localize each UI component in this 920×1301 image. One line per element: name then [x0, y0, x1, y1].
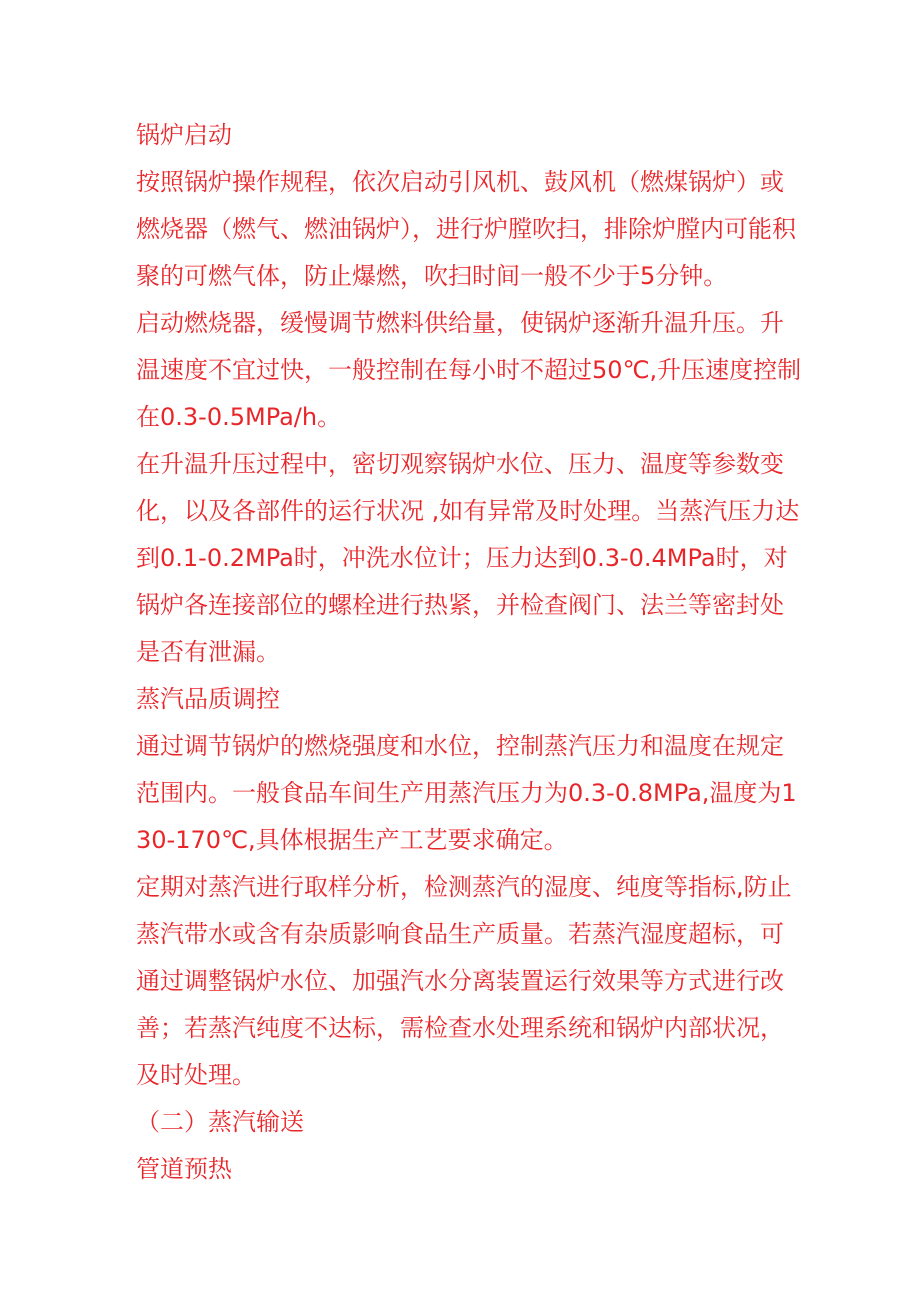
heading-boiler-start: 锅炉启动	[136, 121, 232, 149]
paragraph-pressure-monitoring: 在升温升压过程中，密切观察锅炉水位、压力、温度等参数变化，以及各部件的运行状况 ,如有异常及时处理。当蒸汽压力达到0.1-0.2MPa时，冲洗水位计；压力达到0.3-0.4MPa时，对锅炉各连接部位的螺栓进行热紧，并检查阀门、法兰等密封处是否有泄漏。	[136, 450, 800, 666]
heading-pipe-preheat: 管道预热	[136, 1155, 232, 1183]
heading-steam-transport: （二）蒸汽输送	[136, 1108, 304, 1136]
paragraph-burner-start: 启动燃烧器，缓慢调节燃料供给量，使锅炉逐渐升温升压。升温速度不宜过快，一般控制在每小时不超过50℃,升压速度控制在0.3-0.5MPa/h。	[136, 309, 802, 431]
paragraph-boiler-purge: 按照锅炉操作规程，依次启动引风机、鼓风机（燃煤锅炉）或燃烧器（燃气、燃油锅炉），进行炉膛吹扫，排除炉膛内可能积聚的可燃气体，防止爆燃，吹扫时间一般不少于5分钟。	[136, 168, 796, 290]
paragraph-steam-parameters: 通过调节锅炉的燃烧强度和水位，控制蒸汽压力和温度在规定范围内。一般食品车间生产用蒸汽压力为0.3-0.8MPa,温度为130-170℃,具体根据生产工艺要求确定。	[136, 732, 797, 854]
paragraph-steam-sampling: 定期对蒸汽进行取样分析，检测蒸汽的湿度、纯度等指标,防止蒸汽带水或含有杂质影响食品生产质量。若蒸汽湿度超标，可通过调整锅炉水位、加强汽水分离装置运行效果等方式进行改善；若蒸汽纯度不达标，需检查水处理系统和锅炉内部状况，及时处理。	[136, 873, 792, 1089]
heading-steam-quality: 蒸汽品质调控	[136, 685, 280, 713]
document-body	[136, 112, 806, 1193]
